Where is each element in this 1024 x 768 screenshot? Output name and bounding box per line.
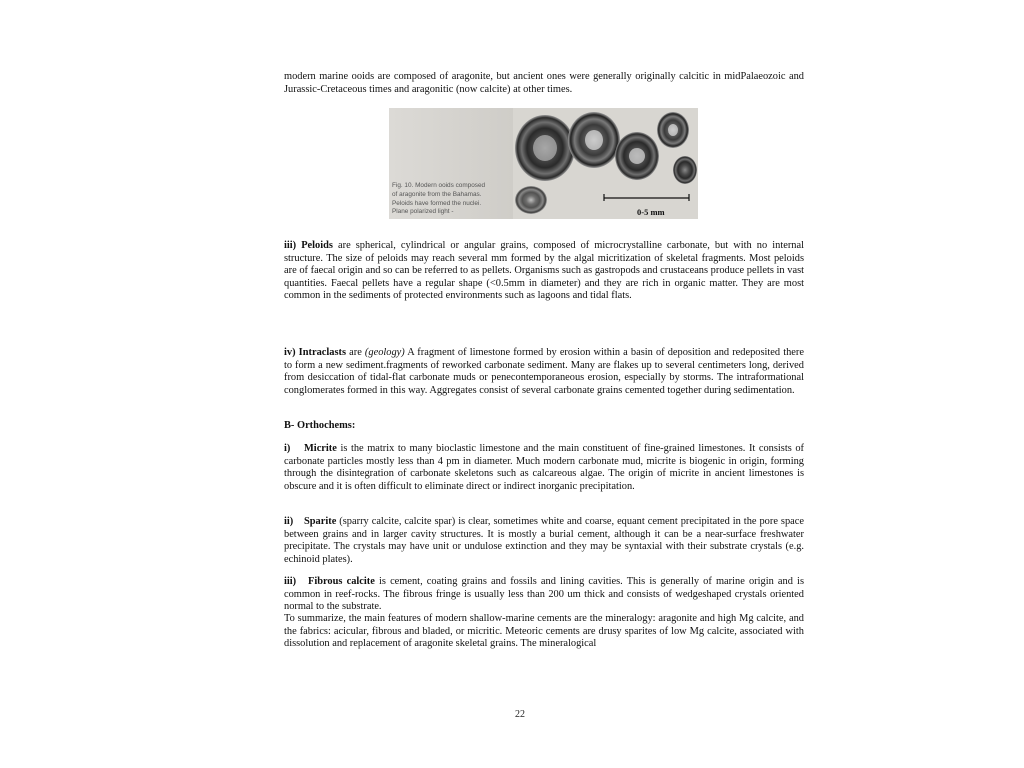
fibrous-calcite-numeral: iii) [284, 576, 297, 587]
scale-bar-label: 0-5 mm [637, 207, 665, 217]
figure-caption [392, 182, 502, 217]
sparite-term: Sparite [304, 516, 337, 527]
peloids-text: are spherical, cylindrical or angular grains, composed of microcrystalline carbonate, but with no internal structure. The size of peloids may reach several mm formed by the algal micritization of skeletal fragments. Most peloids are of faecal origin and so can be referred to as pellets. Organisms such as gastropods and crustaceans produce pellets in vast quantities. Faecal pellets have a regular shape (<0.5mm in diameter) and they are rich in organic matter. They are most common in the sediments of protected environments such as lagoons and tidal flats. [284, 240, 804, 302]
micrite-numeral: i) [284, 443, 291, 454]
peloids-paragraph [284, 240, 804, 303]
caption-line: of aragonite from the Bahamas. [392, 190, 482, 198]
caption-line: Plane polarized light - [392, 208, 454, 216]
sparite-numeral: ii) [284, 516, 294, 527]
micrite-text: is the matrix to many bioclastic limestone and the main constituent of fine-grained limestones. It consists of carbonate particles mostly less than 4 pm in diameter. Much modern carbonate mud, micrite is biogenic in origin, forming through the disintegration of carbonate skeletons such as calcareous algae. The origin of micrite in ancient limestones is obscure and it is often difficult to eliminate direct or indirect inorganic precipitation. [284, 443, 804, 492]
intro-paragraph [284, 71, 804, 96]
caption-line: Peloids have formed the nuclei. [392, 199, 482, 207]
fibrous-calcite-paragraph [284, 576, 804, 614]
caption-line: Fig. 10. Modern ooids composed [392, 182, 486, 189]
intro-text: modern marine ooids are composed of aragonite, but ancient ones were generally originally calcitic in midPalaeozoic and Jurassic-Cretaceous times and aragonitic (now calcite) at other times. [284, 71, 804, 95]
page-number: 22 [515, 709, 525, 720]
intraclasts-term: Intraclasts [298, 347, 347, 358]
micrite-term: Micrite [304, 443, 337, 454]
intraclasts-numeral: iv) [284, 347, 296, 358]
micrite-paragraph [284, 443, 804, 493]
fibrous-calcite-text: is cement, coating grains and fossils and lining cavities. This is generally of marine origin and is common in reef-rocks. The fibrous fringe is usually less than 200 um thick and consists of wedgeshaped crystals oriented normal to the substrate. [284, 576, 804, 613]
summary-text: To summarize, the main features of modern shallow-marine cements are the mineralogy: aragonite and high Mg calcite, and the fabrics: acicular, fibrous and bladed, or micritic. Meteoric cements are drusy sparites of low Mg calcite, associated with dissolution and replacement of aragonite skeletal grains. The mineralogical [284, 613, 804, 650]
peloids-numeral: iii) [284, 240, 297, 251]
sparite-text: (sparry calcite, calcite spar) is clear, sometimes white and coarse, equant cement precipitated in the pore space between grains and in larger cavity structures. It is mostly a burial cement, although it can be a near-surface freshwater precipitate. The crystals may have unit or undulose extinction and they may be syntaxial with their substrate crystals (e.g. echinoid plates). [284, 516, 804, 565]
summary-paragraph [284, 613, 804, 651]
orthochems-heading-text: B- Orthochems: [284, 420, 356, 431]
ooids-figure [389, 108, 698, 219]
peloids-term: Peloids [301, 240, 333, 251]
intraclasts-paragraph [284, 347, 804, 397]
fibrous-calcite-term: Fibrous calcite [308, 576, 375, 587]
intraclasts-connector: are [346, 347, 365, 358]
intraclasts-text: A fragment of limestone formed by erosion within a basin of deposition and redeposited there to form a new sediment.fragments of reworked carbonate sediment. Many are flakes up to several centimeters long, derived from desiccation of tidal-flat carbonate muds or penecontemporaneous erosion, especially by storms. The intraformational conglomerates formed in this way. Aggregates consist of several carbonate grains cemented together during sedimentation. [284, 347, 804, 396]
sparite-paragraph [284, 516, 804, 566]
intraclasts-qualifier: (geology) [364, 347, 405, 358]
orthochems-heading [284, 420, 804, 433]
